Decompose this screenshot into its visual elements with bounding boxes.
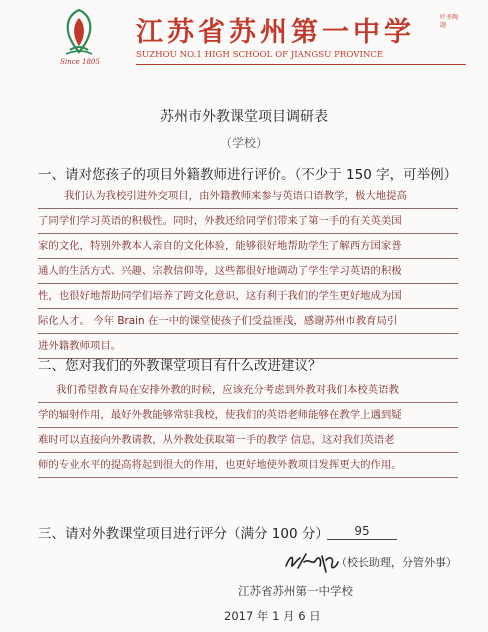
question-1: 一、请对您孩子的项目外籍教师进行评价。（不少于 150 字，可举例）	[38, 167, 458, 183]
handwritten-signature-icon	[282, 548, 340, 576]
answer-1-line: 进外籍教师项目。	[38, 334, 458, 359]
answer-1-line: 通人的生活方式、兴趣、宗教信仰等，这些都很好地调动了学生学习英语的积极	[38, 259, 458, 284]
answer-1-line: 家的文化，特别外教本人亲自的文化体验，能够很好地帮助学生了解西方国家普	[38, 234, 458, 259]
answer-1-line: 我们认为我校引进外交项目，由外籍教师来参与英语口语教学，极大地提高	[38, 184, 458, 209]
answer-1-line: 际化人才。 今年 Brain 在一中的课堂使孩子们受益匪浅，感谢苏州市教育局引	[38, 309, 458, 334]
answer-1-line: 性，也很好地帮助同学们培养了跨文化意识，这有利于我们的学生更好地成为国	[38, 284, 458, 309]
answer-2-line: 师的专业水平的提高将起到很大的作用，也更好地使外教项目发挥更大的作用。	[38, 453, 458, 478]
score-field: 95	[327, 524, 397, 540]
answer-2	[38, 378, 458, 478]
header-divider	[136, 64, 466, 65]
answer-2-line: 学的辐射作用，最好外教能够常驻我校，使我们的英语老师能够在教学上遇到疑	[38, 403, 458, 428]
document-subtitle: （学校）	[219, 136, 268, 150]
school-emblem-icon	[56, 6, 102, 58]
school-name-en: SUZHOU NO.1 HIGH SCHOOL OF JIANGSU PROVINCE	[136, 50, 384, 60]
school-name-cn: 江苏省苏州第一中学	[136, 17, 415, 48]
question-3: 三、请对外教课堂项目进行评分（满分 100 分）	[38, 526, 329, 542]
answer-2-line: 难时可以直接向外教请教，从外教处获取第一手的教学 信息，这对我们英语老	[38, 428, 458, 453]
answer-2-line: 我们希望教育局在安排外教的时候，应该充分考虑到外教对我们本校英语教	[38, 378, 458, 403]
calligraphy-seal: 叶圣陶题	[440, 14, 459, 29]
document-date: 2017 年 1 月 6 日	[224, 609, 321, 623]
signer-role: （校长助理，分管外事）	[336, 556, 457, 569]
answer-1	[38, 184, 458, 359]
school-signoff: 江苏省苏州第一中学校	[238, 584, 353, 598]
answer-1-line: 了同学们学习英语的积极性。同时，外教还给同学们带来了第一手的有关英美国	[38, 209, 458, 234]
document-title: 苏州市外教课堂项目调研表	[160, 109, 328, 125]
since-label: Since 1805	[60, 58, 100, 66]
question-2: 二、您对我们的外教课堂项目有什么改进建议？	[38, 358, 322, 374]
